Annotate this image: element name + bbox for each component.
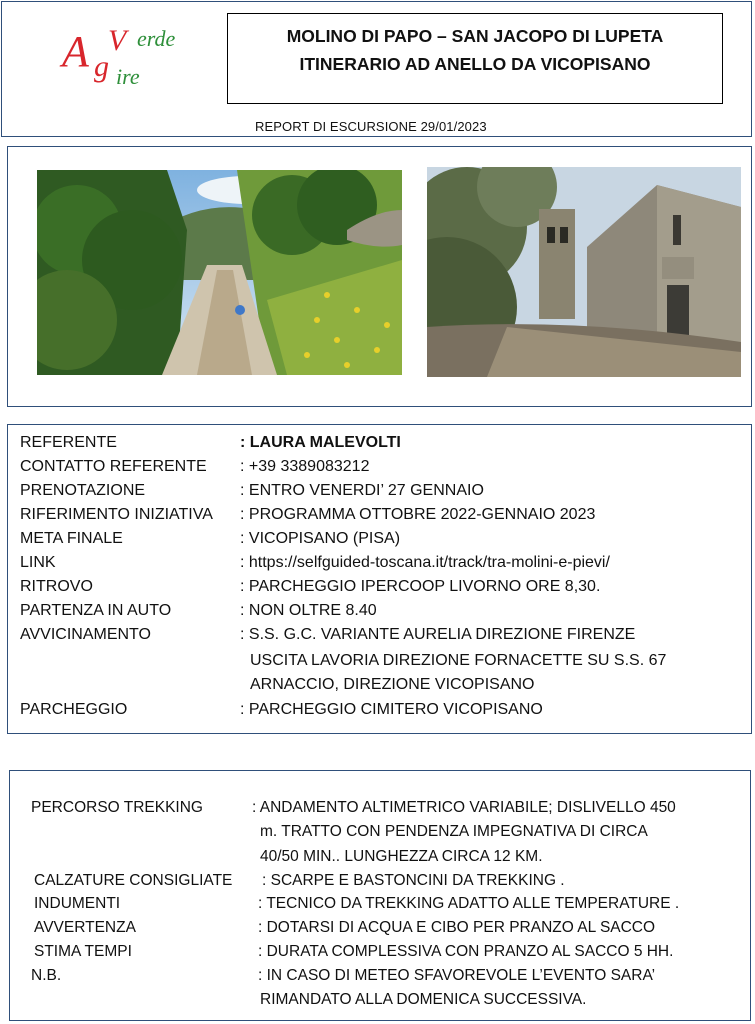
trek-label: STIMA TEMPI <box>34 943 132 960</box>
info-label: META FINALE <box>20 530 123 547</box>
info-value: : S.S. G.C. VARIANTE AURELIA DIREZIONE FIRENZE <box>240 626 636 643</box>
info-row-referente <box>0 431 755 455</box>
agire-verde-logo <box>58 20 208 100</box>
info-label: PARCHEGGIO <box>20 701 128 718</box>
title-box <box>227 13 723 104</box>
trek-value: : DOTARSI DI ACQUA E CIBO PER PRANZO AL SACCO <box>258 919 656 936</box>
report-date: REPORT DI ESCURSIONE 29/01/2023 <box>255 119 487 134</box>
stone-church-photo <box>427 167 741 377</box>
info-row-riferimento <box>0 503 755 527</box>
trek-label: N.B. <box>31 967 62 984</box>
info-label: AVVICINAMENTO <box>20 626 151 643</box>
info-label: CONTATTO REFERENTE <box>20 458 207 475</box>
info-row-avvicinamento-cont-2 <box>0 673 755 697</box>
logo-letter-g: g <box>94 50 109 83</box>
info-value: USCITA LAVORIA DIREZIONE FORNACETTE SU S.S. 67 <box>250 652 667 669</box>
title-line-1: MOLINO DI PAPO – SAN JACOPO DI LUPETA <box>286 26 664 46</box>
info-row-link <box>0 551 755 575</box>
info-value: : ENTRO VENERDI’ 27 GENNAIO <box>240 482 484 499</box>
trek-value: : IN CASO DI METEO SFAVOREVOLE L’EVENTO SARA’ <box>258 967 656 984</box>
info-value: ARNACCIO, DIREZIONE VICOPISANO <box>250 676 535 693</box>
logo-word-erde: erde <box>137 26 176 51</box>
info-label: RITROVO <box>20 578 93 595</box>
dirt-path-photo <box>37 170 402 375</box>
trek-value: : DURATA COMPLESSIVA CON PRANZO AL SACCO 5 HH. <box>258 943 674 960</box>
logo-word-ire: ire <box>116 64 140 89</box>
info-row-parcheggio <box>0 698 755 722</box>
trek-label: PERCORSO TREKKING <box>31 799 203 816</box>
info-label: LINK <box>20 554 56 571</box>
info-value: : VICOPISANO (PISA) <box>240 530 401 547</box>
info-label: RIFERIMENTO INIZIATIVA <box>20 506 213 523</box>
title-line-2: ITINERARIO AD ANELLO DA VICOPISANO <box>299 54 651 74</box>
info-value: : PROGRAMMA OTTOBRE 2022-GENNAIO 2023 <box>240 506 596 523</box>
info-link[interactable]: : https://selfguided-toscana.it/track/tra-molini-e-pievi/ <box>240 554 610 571</box>
trek-label: AVVERTENZA <box>34 919 136 936</box>
info-row-avvicinamento-cont-1 <box>0 649 755 673</box>
trek-label: INDUMENTI <box>34 895 121 912</box>
trek-value: : ANDAMENTO ALTIMETRICO VARIABILE; DISLIVELLO 450 <box>252 799 676 816</box>
info-row-partenza <box>0 599 755 623</box>
trek-label: CALZATURE CONSIGLIATE <box>34 872 233 889</box>
info-row-avvicinamento <box>0 623 755 647</box>
info-value: : +39 3389083212 <box>240 458 370 475</box>
info-row-ritrovo <box>0 575 755 599</box>
info-row-meta-finale <box>0 527 755 551</box>
trek-value: : SCARPE E BASTONCINI DA TREKKING . <box>262 872 565 889</box>
info-row-prenotazione <box>0 479 755 503</box>
info-row-contatto <box>0 455 755 479</box>
info-value: : PARCHEGGIO CIMITERO VICOPISANO <box>240 701 543 718</box>
info-value: : PARCHEGGIO IPERCOOP LIVORNO ORE 8,30. <box>240 578 601 595</box>
info-label: PRENOTAZIONE <box>20 482 146 499</box>
trek-value: RIMANDATO ALLA DOMENICA SUCCESSIVA. <box>260 991 587 1008</box>
trek-value: : TECNICO DA TREKKING ADATTO ALLE TEMPERATURE . <box>258 895 680 912</box>
trek-value: 40/50 MIN.. LUNGHEZZA CIRCA 12 KM. <box>260 848 543 865</box>
logo-letter-a: A <box>62 27 89 76</box>
trek-value: m. TRATTO CON PENDENZA IMPEGNATIVA DI CIRCA <box>260 823 648 840</box>
info-value: : LAURA MALEVOLTI <box>240 434 401 451</box>
info-value: : NON OLTRE 8.40 <box>240 602 377 619</box>
logo-letter-v: V <box>108 24 127 57</box>
info-label: PARTENZA IN AUTO <box>20 602 172 619</box>
info-label: REFERENTE <box>20 434 117 451</box>
